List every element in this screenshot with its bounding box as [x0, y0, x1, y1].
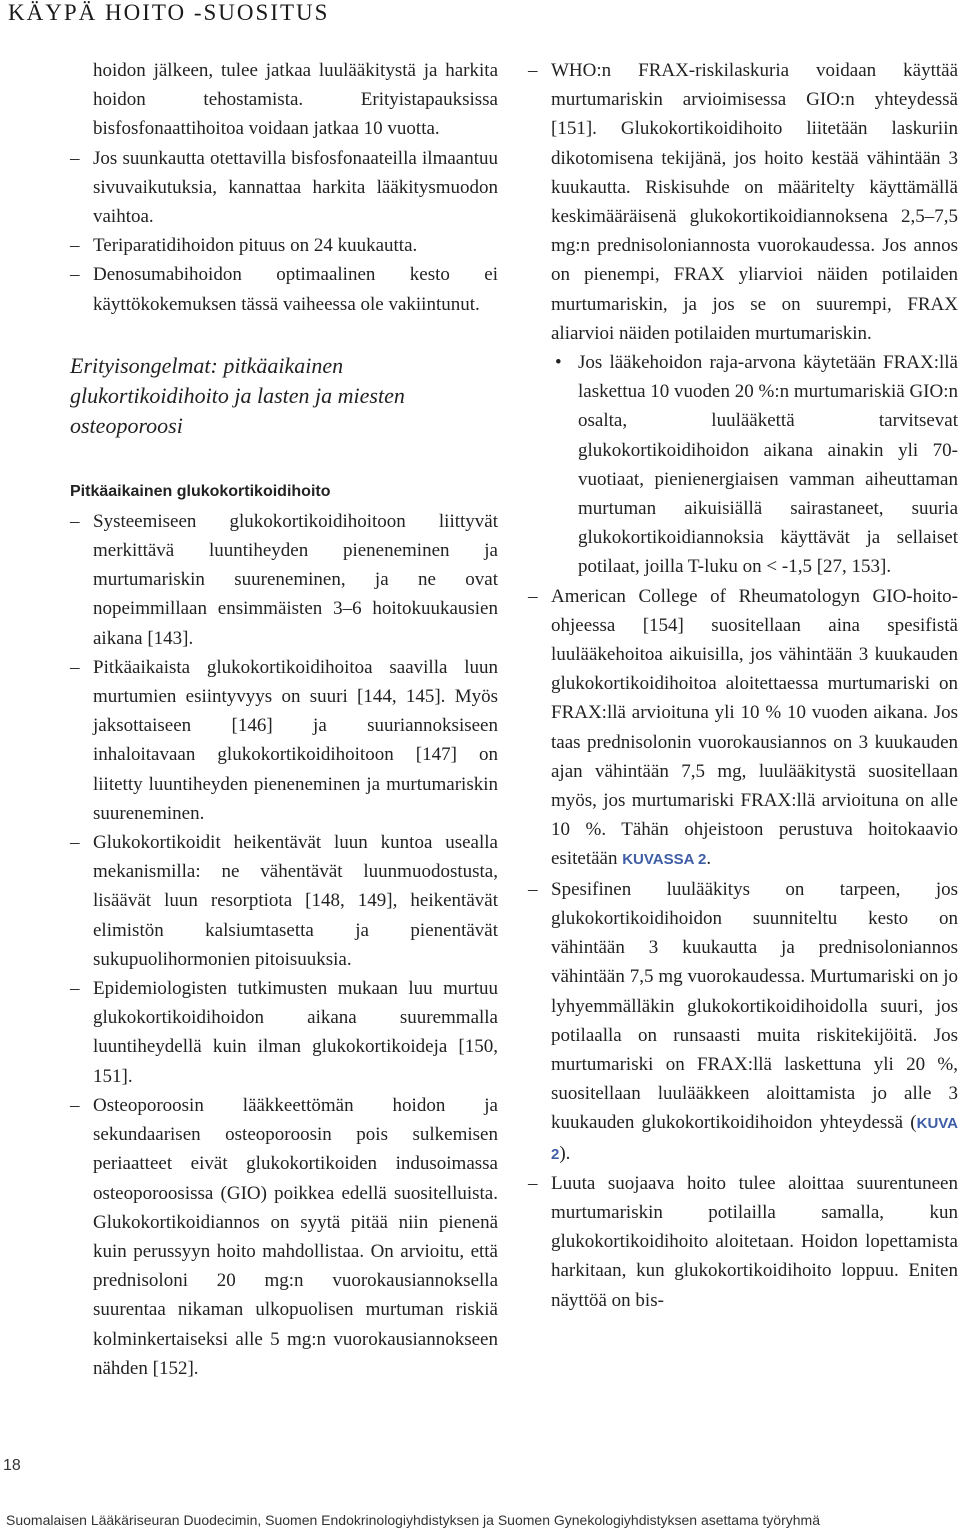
- list-item: – Glukokortikoidit heikentävät luun kuntoa usealla mekanismilla: ne vähentävät luunmuodostusta, lisäävät luun resorptiota [148, 149], heikentävät elimistön kalsiumtasetta ja pienentävät sukupuolihormonien pitoisuuksia.: [70, 828, 498, 974]
- punctuation: ).: [559, 1142, 571, 1164]
- punctuation: .: [706, 848, 712, 870]
- list-item: – Systeemiseen glukokortikoidihoitoon liittyvät merkittävä luuntiheyden pieneneminen ja murtumariskin suureneminen, ja ne ovat nopeimmillaan ensimmäisten 3–6 hoitokuukausien aikana [143].: [70, 507, 498, 653]
- subsection-title: Pitkäaikainen glukokortikoidihoito: [70, 482, 331, 500]
- recommendation-list: [528, 56, 958, 348]
- list-item-acr: [528, 582, 958, 875]
- list-item-specific-therapy: [528, 875, 958, 1169]
- list-item-text: WHO:n FRAX-riskilaskuria voidaan käyttää murtumariskin arvioimisessa GIO:n yhteydessä [151]. Glukokortikoidihoito liitetään laskuriin dikotomisena tekijänä, jos hoito kestää vähintään 3 kuukautta. Riskisuhde on määritelty käyttämällä keskimääräisenä glukokortikoidiannoksena 2,5–7,5 mg:n prednisoloniannosta vuorokaudessa. Jos annos on pienempi, FRAX yliarvioi näiden potilaiden murtumariskin, ja jos se on suurempi, FRAX aliarvioi näiden potilaiden murtumariskin.: [551, 60, 958, 344]
- gio-list: [70, 507, 498, 1383]
- figure-link-kuva-2[interactable]: KUVA 2: [551, 1115, 958, 1163]
- figure-link-kuvassa-2[interactable]: KUVASSA 2: [622, 851, 707, 869]
- list-item: – Pitkäaikaista glukokortikoidihoitoa saavilla luun murtumien esiintyvyys on suuri [144, 145]. Myös jaksottaiseen [146] ja suuriannoksiseen inhaloitavaan glukokortikoidihoitoon [147] on liitetty luuntiheyden pieneneminen ja murtumariskin suureneminen.: [70, 653, 498, 828]
- list-item: – Osteoporoosin lääkkeettömän hoidon ja sekundaarisen osteoporoosin pois sulkemisen periaatteet eivät glukokortikoiden indusoimassa osteoporoosissa (GIO) poikkea edellä suositelluista. Glukokortikoidiannos on syytä pitää niin pienenä kuin perussyyn hoito mahdollistaa. On arvioitu, että prednisoloni 20 mg:n vuorokausiannoksella suurentaa nikaman ulkopuolisen murtuman riskiä kolminkertaiseksi alle 5 mg:n vuorokausiannokseen nähden [152].: [70, 1091, 498, 1383]
- page-number: 18: [3, 1457, 21, 1474]
- document-header: KÄYPÄ HOITO -SUOSITUS: [8, 0, 330, 25]
- list-item: – Teriparatidihoidon pituus on 24 kuukautta.: [70, 231, 498, 260]
- paragraph-continuation: hoidon jälkeen, tulee jatkaa luulääkitystä ja harkita hoidon tehostamista. Erityistapauksissa bisfosfonaattihoitoa voidaan jatkaa 10 vuotta.: [93, 60, 498, 140]
- left-column: [70, 56, 498, 1383]
- right-column: [528, 56, 958, 1315]
- recommendation-list-2: [528, 582, 958, 1315]
- list-item: – Denosumabihoidon optimaalinen kesto ei käyttökokemuksen tässä vaiheessa ole vakiintunut.: [70, 260, 498, 318]
- list-item-text: Spesifinen luulääkitys on tarpeen, jos glukokortikoidihoidon suunniteltu kesto on vähintään 3 kuukautta ja prednisoloniannos vähintään 7,5 mg vuorokaudessa. Murtumariski on jo lyhyemmälläkin glukokortikoidihoidolla suuri, jos potilaalla on runsaasti muita riskitekijöitä. Jos murtumariski on FRAX:llä laskettuna yli 20 %, suositellaan luulääkkeen aloittamista jo alle 3 kuukauden glukokortikoidihoidon yhteydessä (: [551, 878, 958, 1134]
- list-item: – Epidemiologisten tutkimusten mukaan luu murtuu glukokortikoidihoidon aikana suuremmalla luuntiheydellä kuin ilman glukokortikoideja [150, 151].: [70, 974, 498, 1091]
- intro-list: [70, 144, 498, 319]
- list-item-frax: [528, 56, 958, 348]
- list-item: – Jos suunkautta otettavilla bisfosfonaateilla ilmaantuu sivuvaikutuksia, kannattaa harkita lääkitysmuodon vaihtoa.: [70, 144, 498, 232]
- list-item-text: American College of Rheumatologyn GIO-hoito-ohjeessa [154] suositellaan aina spesifistä luulääkehoitoa aikuisilla, jos vähintään 3 kuukauden glukokortikoidihoitoa aloitettaessa murtumariski on FRAX:llä arvioituna yli 10 % 10 vuoden aikana. Jos taas prednisolonin vuorokausiannos on 3 kuukauden ajan vähintään 7,5 mg, luulääkitystä suositellaan myös, jos murtumariski FRAX:llä arvioituna on alle 10 %. Tähän ohjeistoon perustuva hoitokaavio esitetään: [551, 585, 958, 870]
- bullet-item: • Jos lääkehoidon raja-arvona käytetään FRAX:llä laskettua 10 vuoden 20 %:n murtumariskiä GIO:n osalta, luulääkettä tarvitsevat glukokortikoidihoidon aikana ainakin yli 70-vuotiaat, pienienergiaisen vamman aiheuttaman murtuman aikuisiällä sairastaneet, suuria glukokortikoidiannoksia käyttävät ja sellaiset potilaat, joilla T-luku on < -1,5 [27, 153].: [528, 348, 958, 582]
- list-item-text: Luuta suojaava hoito tulee aloittaa suurentuneen murtumariskin potilailla samalla, kun glukokortikoidihoito aloitetaan. Hoidon lopettamista harkitaan, kun glukokortikoidihoito loppuu. Eniten näyttöä on bis-: [551, 1172, 958, 1311]
- section-title: Erityisongelmat: pitkäaikainen glukortikoidihoito ja lasten ja miesten osteoporoosi: [70, 352, 405, 438]
- footer-credit: Suomalaisen Lääkäriseuran Duodecimin, Suomen Endokrinologiyhdistyksen ja Suomen Gynekologiyhdistyksen asettama työryhmä: [6, 1512, 820, 1528]
- bullet-list: [528, 348, 958, 582]
- list-item-protective-therapy: [528, 1169, 958, 1315]
